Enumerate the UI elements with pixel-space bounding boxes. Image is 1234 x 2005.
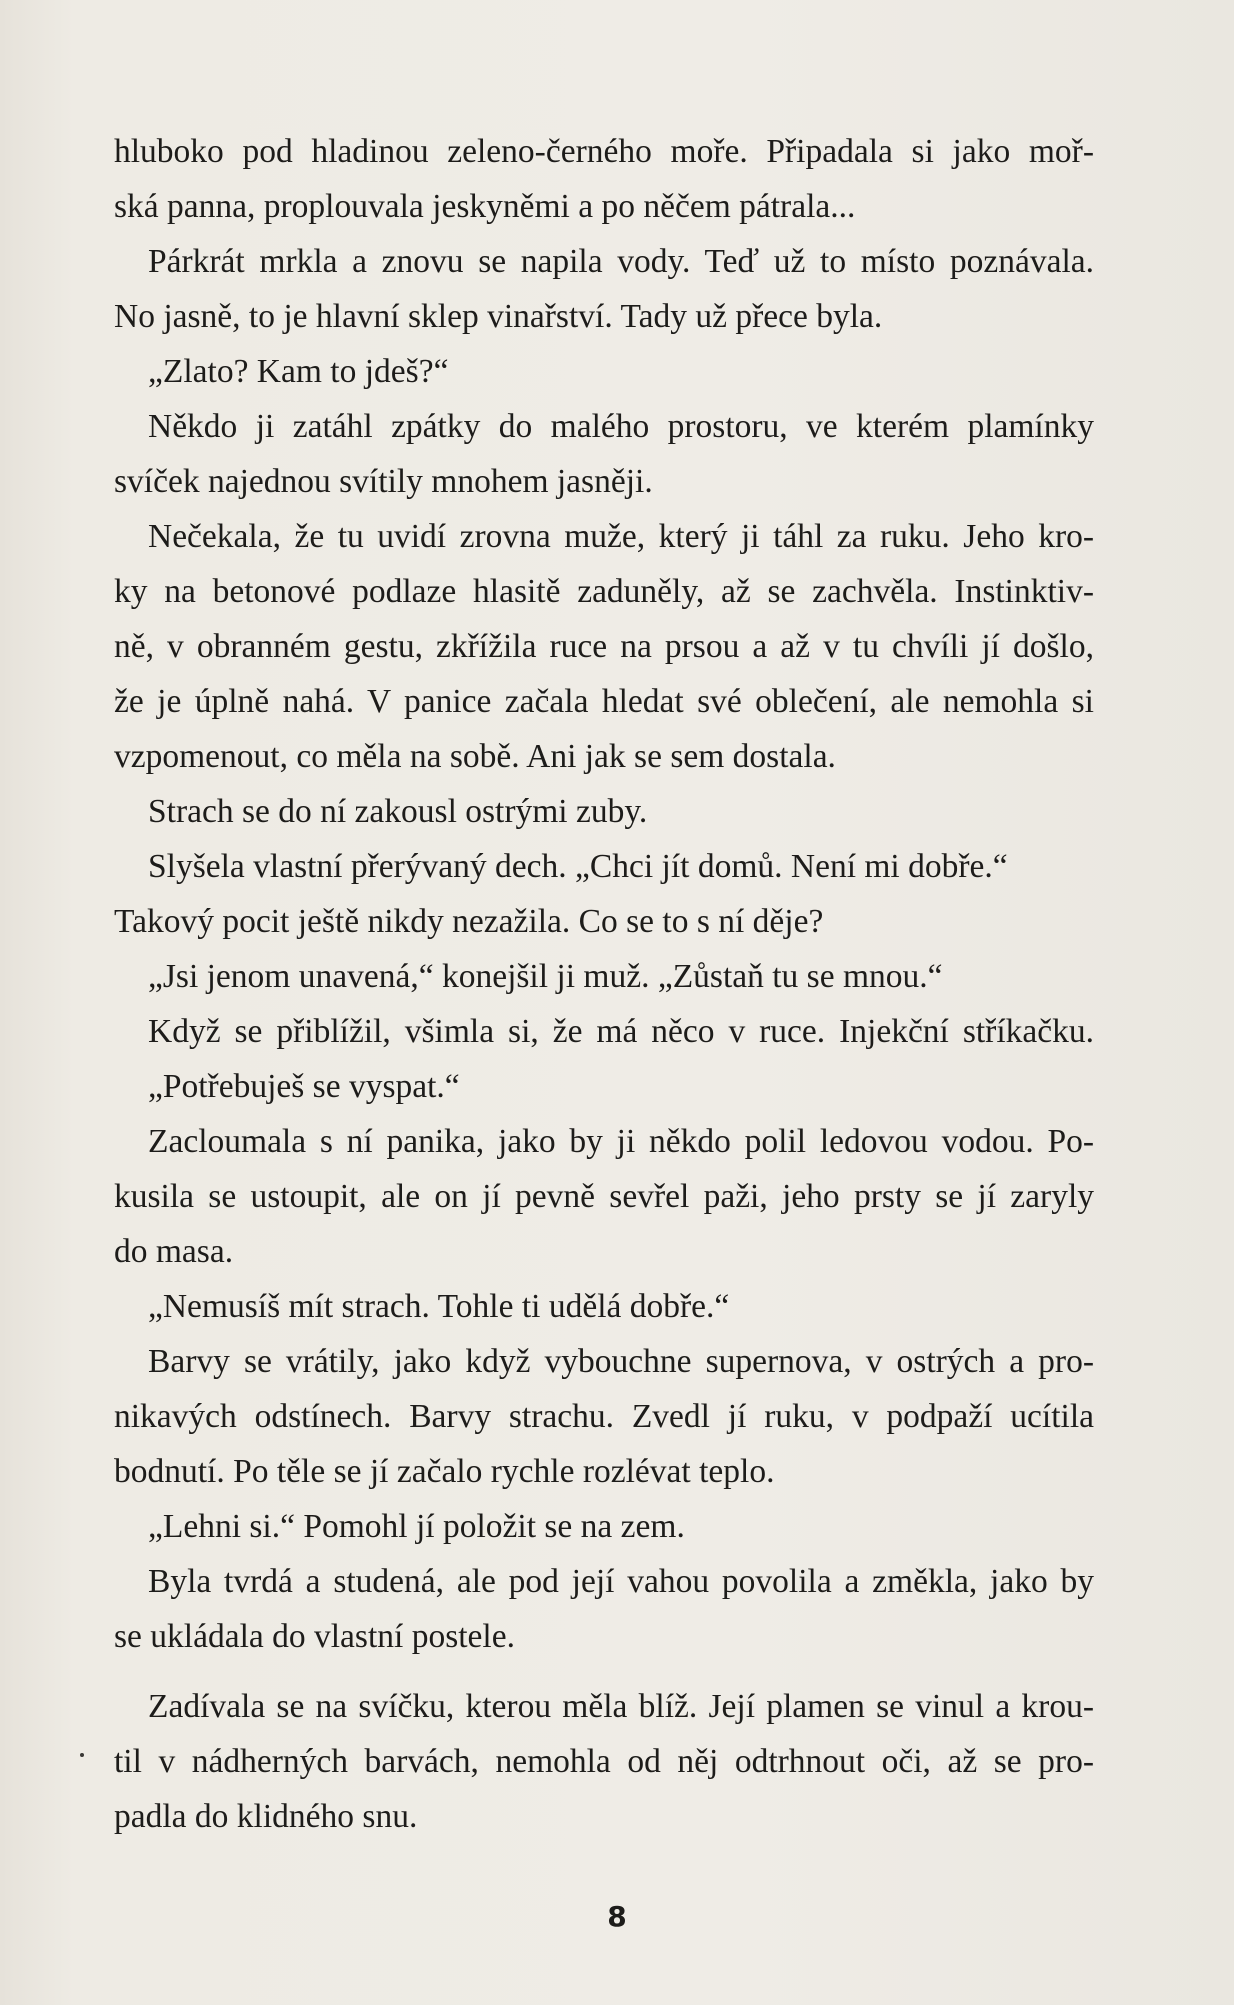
page-number: 8 (607, 1900, 627, 1933)
text-line: Když se přiblížil, všimla si, že má něco v ruce. Injekční stříkačku. (148, 1013, 1094, 1050)
text-line: Slyšela vlastní přerývaný dech. „Chci jít domů. Není mi dobře.“ (148, 848, 1008, 885)
text-line: „Potřebuješ se vyspat.“ (148, 1068, 460, 1105)
text-line: Zadívala se na svíčku, kterou měla blíž. Její plamen se vinul a krou- (148, 1688, 1094, 1725)
text-line: se ukládala do vlastní postele. (114, 1618, 515, 1655)
text-line: Barvy se vrátily, jako když vybouchne supernova, v ostrých a pro- (148, 1343, 1094, 1380)
text-line: padla do klidného snu. (114, 1798, 418, 1835)
text-line: Párkrát mrkla a znovu se napila vody. Teď už to místo poznávala. (148, 243, 1094, 280)
text-line: kusila se ustoupit, ale on jí pevně sevřel paži, jeho prsty se jí zaryly (114, 1178, 1094, 1215)
text-line: „Lehni si.“ Pomohl jí položit se na zem. (148, 1508, 685, 1545)
text-line: „Zlato? Kam to jdeš?“ (148, 353, 449, 390)
text-line: Zacloumala s ní panika, jako by ji někdo polil ledovou vodou. Po- (148, 1123, 1094, 1160)
text-line: til v nádherných barvách, nemohla od něj odtrhnout oči, až se pro- (114, 1743, 1094, 1780)
text-line: „Jsi jenom unavená,“ konejšil ji muž. „Zůstaň tu se mnou.“ (148, 958, 943, 995)
text-line: No jasně, to je hlavní sklep vinařství. Tady už přece byla. (114, 298, 883, 335)
text-line: ně, v obranném gestu, zkřížila ruce na prsou a až v tu chvíli jí došlo, (114, 628, 1094, 665)
text-line: Takový pocit ještě nikdy nezažila. Co se to s ní děje? (114, 903, 824, 940)
text-line: ská panna, proplouvala jeskyněmi a po něčem pátrala... (114, 188, 856, 225)
text-line: svíček najednou svítily mnohem jasněji. (114, 463, 653, 500)
text-line: Nečekala, že tu uvidí zrovna muže, který ji táhl za ruku. Jeho kro- (148, 518, 1094, 555)
text-line: Strach se do ní zakousl ostrými zuby. (148, 793, 648, 830)
text-line: vzpomenout, co měla na sobě. Ani jak se sem dostala. (114, 738, 836, 775)
text-line: „Nemusíš mít strach. Tohle ti udělá dobře.“ (148, 1288, 730, 1325)
text-line: bodnutí. Po těle se jí začalo rychle rozlévat teplo. (114, 1453, 775, 1490)
text-line: do masa. (114, 1233, 234, 1270)
margin-dot (80, 1753, 84, 1757)
text-line: že je úplně nahá. V panice začala hledat své oblečení, ale nemohla si (114, 683, 1094, 720)
text-line: Byla tvrdá a studená, ale pod její vahou povolila a změkla, jako by (148, 1563, 1094, 1600)
text-line: nikavých odstínech. Barvy strachu. Zvedl jí ruku, v podpaží ucítila (114, 1398, 1094, 1435)
text-line: ky na betonové podlaze hlasitě zaduněly, až se zachvěla. Instinktiv- (114, 573, 1094, 610)
text-line: hluboko pod hladinou zeleno-černého moře. Připadala si jako moř- (114, 133, 1094, 170)
text-line: Někdo ji zatáhl zpátky do malého prostoru, ve kterém plamínky (148, 408, 1094, 445)
